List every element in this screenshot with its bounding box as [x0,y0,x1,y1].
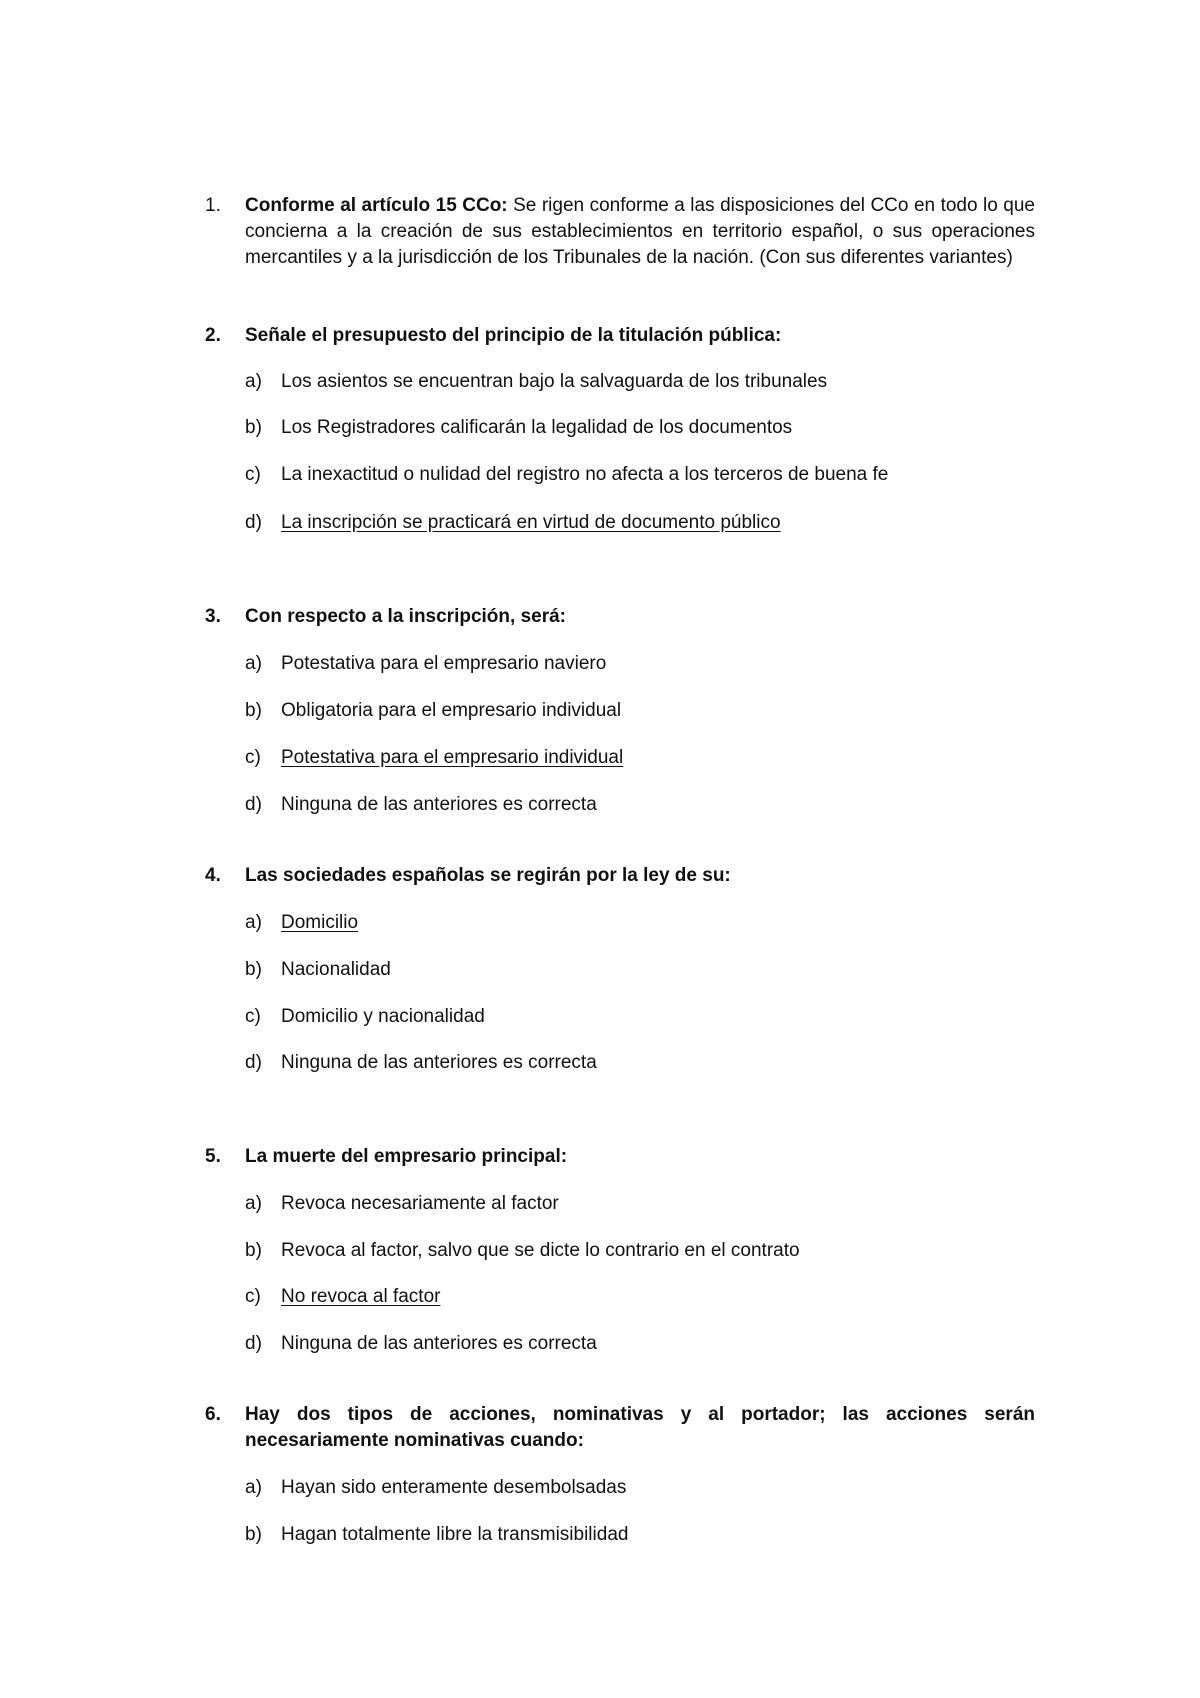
option-letter: b) [245,417,262,438]
option-label: Los asientos se encuentran bajo la salvaguarda de los tribunales [281,371,828,392]
option-4a [245,910,358,936]
option-letter: b) [245,959,262,980]
option-letter: d) [245,1052,262,1073]
option-letter: d) [245,794,262,815]
question-text: Con respecto a la inscripción, será: [245,606,566,627]
question-body: Se rigen conforme a las disposiciones del CCo en todo lo que concierna a la creación de sus establecimientos en territorio español, o sus operaciones mercantiles y a la jurisdicción de los Tribunales de la nación. (Con sus diferentes variantes) [245,195,1035,268]
option-label: La inexactitud o nulidad del registro no afecta a los terceros de buena fe [281,464,889,485]
option-3a [245,651,606,677]
question-number: 5. [205,1146,221,1167]
option-label: Ninguna de las anteriores es correcta [281,794,597,815]
option-letter: b) [245,1524,262,1545]
option-label: Obligatoria para el empresario individual [281,700,622,721]
option-letter: a) [245,1477,262,1498]
option-2a [245,369,827,395]
option-letter: b) [245,700,262,721]
option-3b [245,698,621,724]
option-label: Revoca necesariamente al factor [281,1193,559,1214]
option-6b [245,1522,628,1548]
option-label: Ninguna de las anteriores es correcta [281,1052,597,1073]
option-label: Potestativa para el empresario naviero [281,653,607,674]
correct-option-label: La inscripción se practicará en virtud de documento público [281,512,781,533]
question-5 [205,1144,1035,1170]
option-5d [245,1331,597,1357]
option-letter: a) [245,1193,262,1214]
option-letter: c) [245,1286,261,1307]
correct-option-label: Domicilio [281,912,359,933]
question-text: Señale el presupuesto del principio de la titulación pública: [245,325,782,346]
option-letter: c) [245,747,261,768]
question-number: 3. [205,606,221,627]
option-letter: c) [245,464,261,485]
question-text: Hay dos tipos de acciones, nominativas y al portador; las acciones serán necesariamente nominativas cuando: [245,1404,1035,1451]
option-letter: d) [245,512,262,533]
option-letter: a) [245,653,262,674]
option-5b [245,1238,800,1264]
option-letter: d) [245,1333,262,1354]
option-2b [245,415,792,441]
question-4 [205,863,1035,889]
option-4b [245,957,391,983]
question-number: 4. [205,865,221,886]
question-6 [205,1402,1035,1454]
option-2c [245,462,888,488]
question-intro: Conforme al artículo 15 CCo: [245,195,508,216]
option-letter: a) [245,371,262,392]
option-5c [245,1284,440,1310]
question-number: 1. [205,195,221,216]
option-2d [245,510,781,536]
correct-option-label: No revoca al factor [281,1286,441,1307]
question-3 [205,604,1035,630]
option-label: Ninguna de las anteriores es correcta [281,1333,597,1354]
option-label: Hagan totalmente libre la transmisibilidad [281,1524,629,1545]
option-letter: a) [245,912,262,933]
option-4c [245,1004,485,1030]
option-3d [245,792,597,818]
option-label: Domicilio y nacionalidad [281,1006,485,1027]
correct-option-label: Potestativa para el empresario individual [281,747,624,768]
question-text: La muerte del empresario principal: [245,1146,568,1167]
option-label: Nacionalidad [281,959,391,980]
question-1 [205,193,1035,271]
option-label: Los Registradores calificarán la legalidad de los documentos [281,417,793,438]
question-text [245,193,1035,271]
option-3c [245,745,623,771]
question-2 [205,323,1035,349]
question-text: Las sociedades españolas se regirán por la ley de su: [245,865,731,886]
option-5a [245,1191,559,1217]
option-label: Revoca al factor, salvo que se dicte lo contrario en el contrato [281,1240,800,1261]
option-4d [245,1050,597,1076]
option-6a [245,1475,626,1501]
question-number: 2. [205,325,221,346]
option-letter: c) [245,1006,261,1027]
option-label: Hayan sido enteramente desembolsadas [281,1477,627,1498]
option-letter: b) [245,1240,262,1261]
question-number: 6. [205,1404,221,1425]
